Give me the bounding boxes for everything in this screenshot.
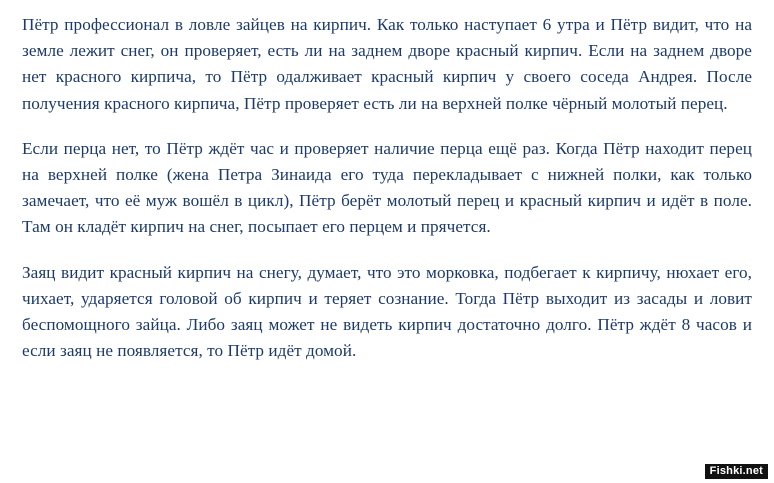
paragraph-3: Заяц видит красный кирпич на снегу, думает, что это морковка, подбегает к кирпичу, нюхает его, чихает, ударяется головой об кирпич и теряет сознание. Тогда Пётр выходит из засады и ловит беспомощного зайца. Либо заяц может не видеть кирпич достаточно долго. Пётр ждёт 8 часов и если заяц не появляется, то Пётр идёт домой. [22,262,752,361]
watermark-label: Fishki.net [705,464,768,479]
paragraph-1: Пётр профессионал в ловле зайцев на кирпич. Как только наступает 6 утра и Пётр видит, что на земле лежит снег, он проверяет, есть ли на заднем дворе красный кирпич. Если на заднем дворе нет красного кирпича, то Пётр одалживает красный кирпич у своего соседа Андрея. После получения красного кирпича, Пётр проверяет есть ли на верхней полке чёрный молотый перец. [22,15,752,113]
paragraph-2: Если перца нет, то Пётр ждёт час и проверяет наличие перца ещё раз. Когда Пётр находит перец на верхней полке (жена Петра Зинаида его туда перекладывает с нижней полки, как только замечает, что её муж вошёл в цикл), Пётр берёт молотый перец и красный кирпич и идёт в поле. Там он кладёт кирпич на снег, посыпает его перцем и прячется. [22,138,752,237]
